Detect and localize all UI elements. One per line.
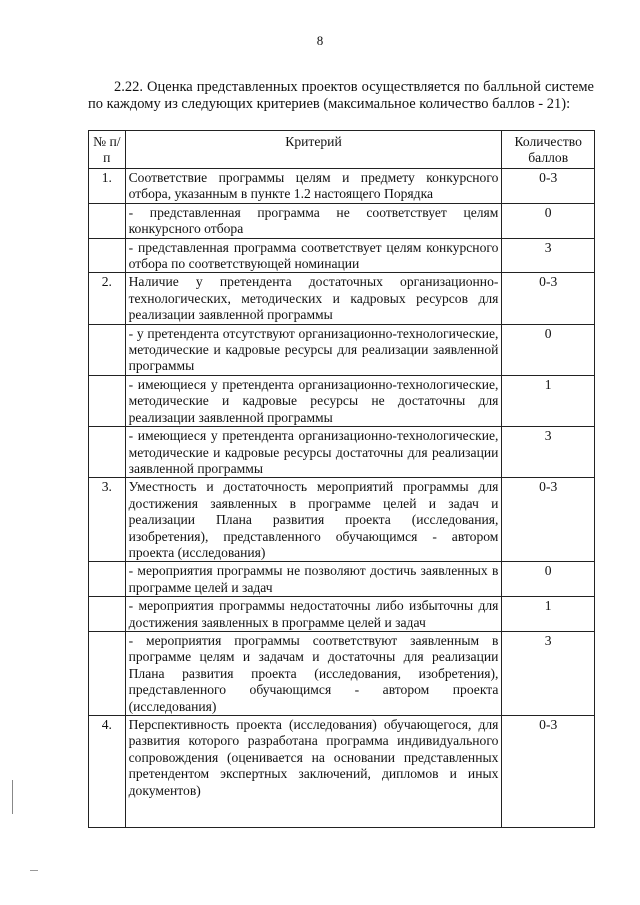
row-score: 0-3	[502, 478, 595, 562]
row-num	[89, 427, 126, 478]
table-row	[89, 375, 595, 426]
row-criterion: - имеющиеся у претендента организационно-технологические, методические и кадровые ресурсы не достаточны для реализации заявленной программы	[125, 375, 502, 426]
row-num	[89, 631, 126, 715]
header-criterion: Критерий	[125, 131, 502, 169]
table-row	[89, 631, 595, 715]
row-num	[89, 238, 126, 273]
row-score: 0	[502, 324, 595, 375]
row-num	[89, 324, 126, 375]
row-num	[89, 203, 126, 238]
row-criterion: - мероприятия программы соответствуют заявленным в программе целям и задачам и достаточны для реализации Плана развития проекта (исследования, изобретения), представленного обучающимся - автором проекта (исследования)	[125, 631, 502, 715]
row-num: 4.	[89, 716, 126, 828]
table-row	[89, 478, 595, 562]
row-num: 2.	[89, 273, 126, 324]
row-score: 0-3	[502, 169, 595, 204]
row-score: 0-3	[502, 716, 595, 828]
row-criterion: - имеющиеся у претендента организационно-технологические, методические и кадровые ресурсы достаточны для реализации заявленной программы	[125, 427, 502, 478]
row-criterion: - мероприятия программы недостаточны либо избыточны для достижения заявленных в программе целей и задач	[125, 597, 502, 632]
row-score: 1	[502, 597, 595, 632]
row-criterion: - мероприятия программы не позволяют достичь заявленных в программе целей и задач	[125, 562, 502, 597]
header-num: № п/п	[89, 131, 126, 169]
row-criterion: Перспективность проекта (исследования) обучающегося, для развития которого разработана программа индивидуального сопровождения (оценивается на основании представленных претендентом экспертных заключений, дипломов и иных документов)	[125, 716, 502, 828]
table-row	[89, 238, 595, 273]
table-row	[89, 427, 595, 478]
row-criterion: - представленная программа соответствует целям конкурсного отбора по соответствующей номинации	[125, 238, 502, 273]
table-row	[89, 324, 595, 375]
row-criterion: Уместность и достаточность мероприятий программы для достижения заявленных в программе целей и задач и реализации Плана развития проекта (исследования, изобретения), представленного обучающимся - автором проекта (исследования)	[125, 478, 502, 562]
row-num	[89, 375, 126, 426]
row-score: 0	[502, 562, 595, 597]
table-header-row	[89, 131, 595, 169]
table-row	[89, 169, 595, 204]
scan-margin-dot	[30, 870, 38, 871]
header-score: Количество баллов	[502, 131, 595, 169]
row-criterion: Наличие у претендента достаточных организационно-технологических, методических и кадровых ресурсов для реализации заявленной программы	[125, 273, 502, 324]
table-row	[89, 716, 595, 828]
page-number: 8	[316, 33, 324, 48]
criteria-table	[88, 130, 595, 828]
table-row	[89, 203, 595, 238]
row-score: 3	[502, 631, 595, 715]
table-row	[89, 273, 595, 324]
row-score: 3	[502, 238, 595, 273]
table-row	[89, 562, 595, 597]
row-score: 3	[502, 427, 595, 478]
table-row	[89, 597, 595, 632]
row-score: 0-3	[502, 273, 595, 324]
row-criterion: - у претендента отсутствуют организационно-технологические, методические и кадровые ресурсы для реализации заявленной программы	[125, 324, 502, 375]
row-criterion: - представленная программа не соответствует целям конкурсного отбора	[125, 203, 502, 238]
row-score: 1	[502, 375, 595, 426]
row-num	[89, 562, 126, 597]
row-num: 1.	[89, 169, 126, 204]
row-num	[89, 597, 126, 632]
row-num: 3.	[89, 478, 126, 562]
row-score: 0	[502, 203, 595, 238]
intro-paragraph: 2.22. Оценка представленных проектов осуществляется по балльной системе по каждому из следующих критериев (максимальное количество баллов - 21):	[88, 78, 594, 112]
scan-margin-mark	[12, 780, 13, 814]
row-criterion: Соответствие программы целям и предмету конкурсного отбора, указанным в пункте 1.2 настоящего Порядка	[125, 169, 502, 204]
